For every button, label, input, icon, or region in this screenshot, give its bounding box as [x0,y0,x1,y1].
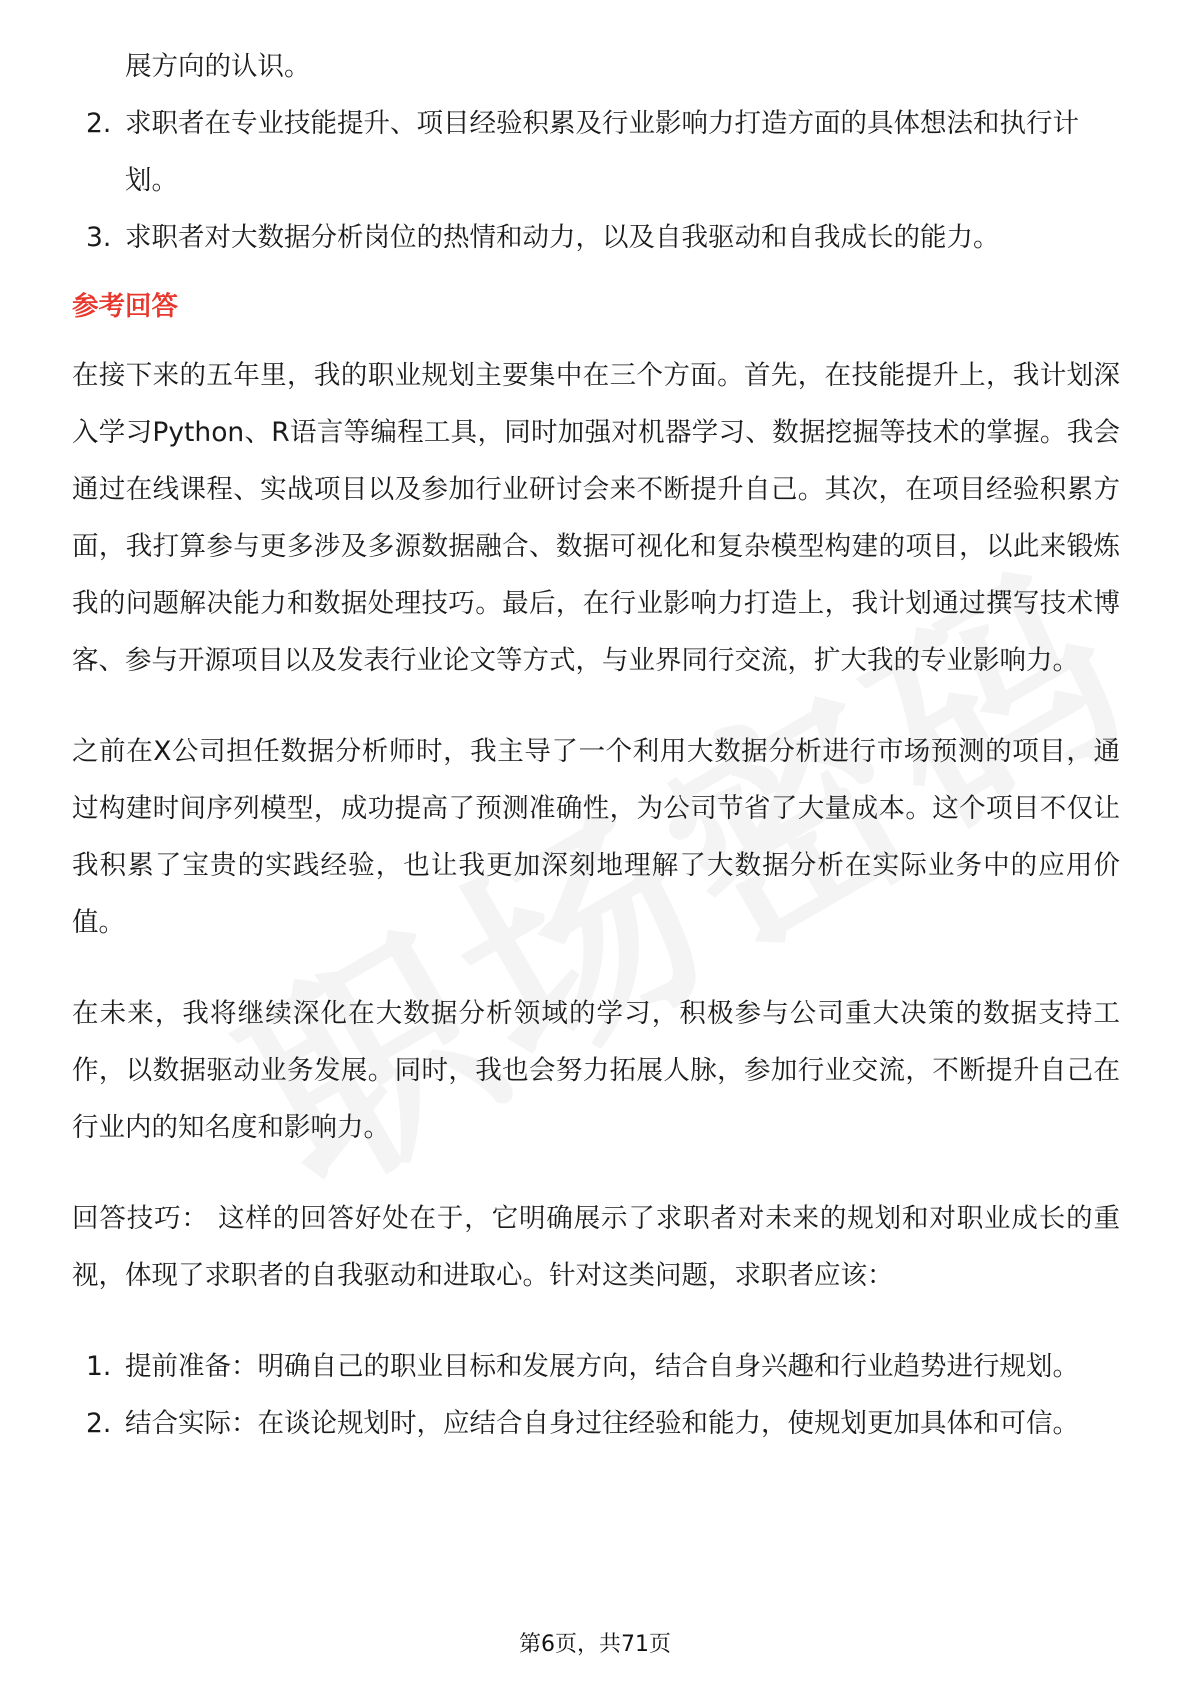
answer-paragraph: 在未来，我将继续深化在大数据分析领域的学习，积极参与公司重大决策的数据支持工作，以数据驱动业务发展。同时，我也会努力拓展人脉，参加行业交流，不断提升自己在行业内的知名度和影响力。 [72,998,1120,1143]
page-footer: 第6页，共71页 [519,1632,671,1657]
list-item [72,1395,1120,1452]
answer-paragraph: 之前在X公司担任数据分析师时，我主导了一个利用大数据分析进行市场预测的项目，通过构建时间序列模型，成功提高了预测准确性，为公司节省了大量成本。这个项目不仅让我积累了宝贵的实践经验，也让我更加深刻地理解了大数据分析在实际业务中的应用价值。 [72,736,1120,938]
list-item-text: 提前准备：明确自己的职业目标和发展方向，结合自身兴趣和行业趋势进行规划。 [125,1351,1079,1382]
list-item [72,209,1120,266]
list-number: 3. [86,222,112,253]
list-item [72,1338,1120,1395]
list-item-text: 求职者对大数据分析岗位的热情和动力，以及自我驱动和自我成长的能力。 [125,222,1000,253]
list-number: 2. [86,108,112,139]
tips-intro-paragraph: 回答技巧： 这样的回答好处在于，它明确展示了求职者对未来的规划和对职业成长的重视，体现了求职者的自我驱动和进取心。针对这类问题，求职者应该： [72,1203,1120,1291]
document-page [72,38,1120,1452]
list-item-continuation: 展方向的认识。 [125,51,311,82]
list-item-text: 求职者在专业技能提升、项目经验积累及行业影响力打造方面的具体想法和执行计划。 [125,108,1079,196]
list-number: 2. [86,1408,112,1439]
answer-paragraph: 在接下来的五年里，我的职业规划主要集中在三个方面。首先，在技能提升上，我计划深入学习Python、R语言等编程工具，同时加强对机器学习、数据挖掘等技术的掌握。我会通过在线课程、实战项目以及参加行业研讨会来不断提升自己。其次，在项目经验积累方面，我打算参与更多涉及多源数据融合、数据可视化和复杂模型构建的项目，以此来锻炼我的问题解决能力和数据处理技巧。最后，在行业影响力打造上，我计划通过撰写技术博客、参与开源项目以及发表行业论文等方式，与业界同行交流，扩大我的专业影响力。 [72,360,1120,676]
list-item [72,95,1120,209]
tips-list [72,1338,1120,1452]
section-title: 参考回答 [72,291,178,322]
criteria-list [72,95,1120,266]
list-item-text: 结合实际：在谈论规划时，应结合自身过往经验和能力，使规划更加具体和可信。 [125,1408,1079,1439]
list-number: 1. [86,1351,112,1382]
